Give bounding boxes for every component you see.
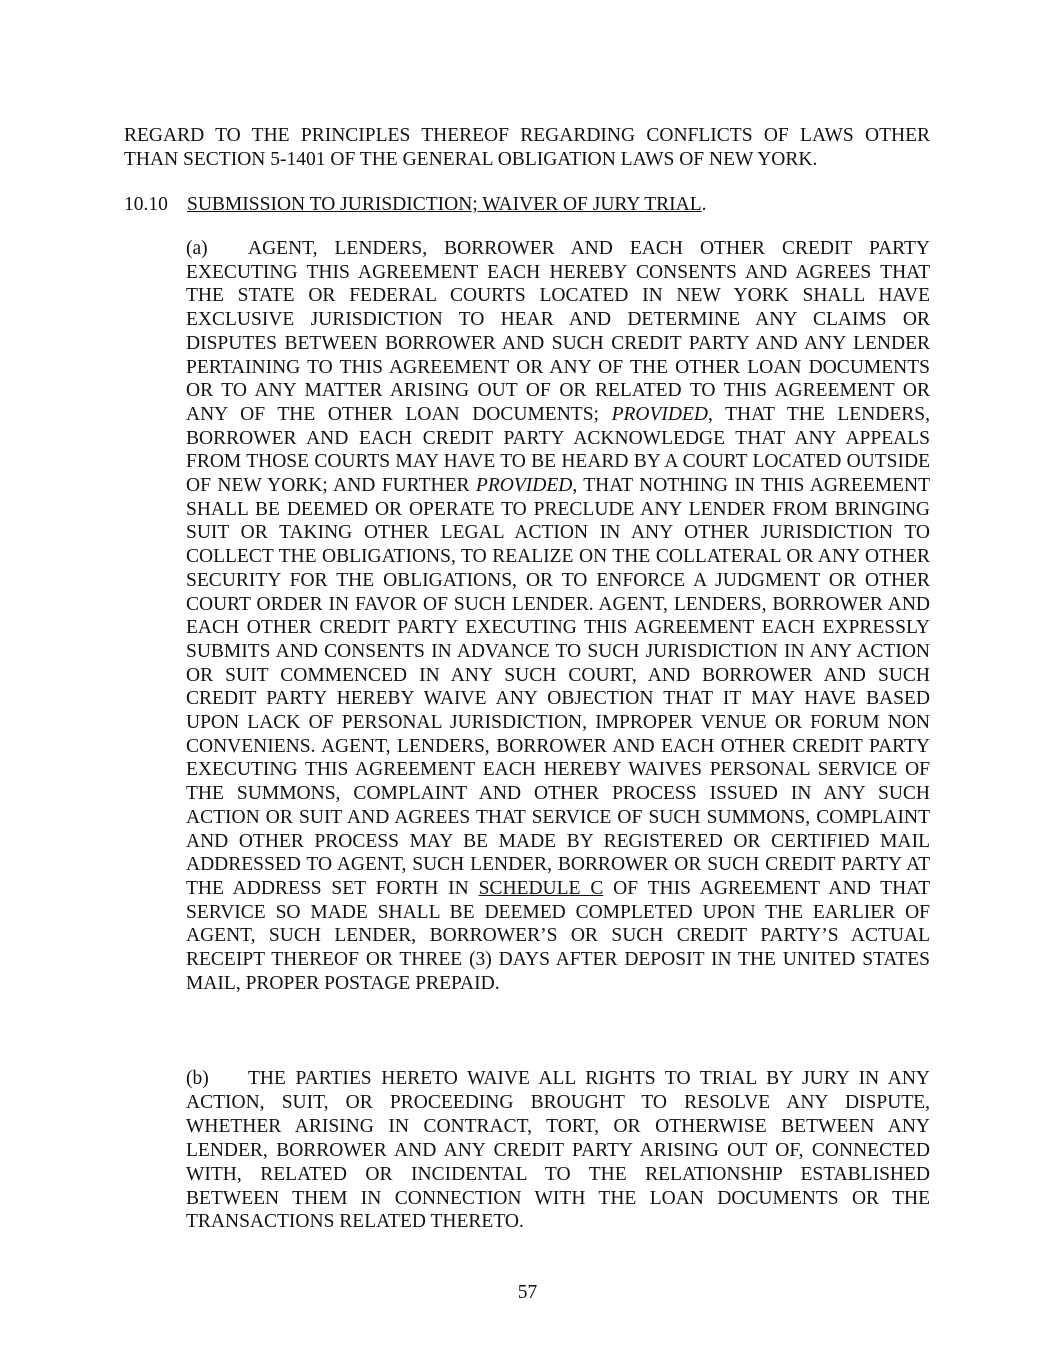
provided-term-1: PROVIDED — [611, 403, 708, 425]
paragraph-a-label: (a) — [186, 238, 208, 259]
provided-term-2: PROVIDED — [475, 475, 573, 497]
section-heading — [124, 193, 930, 217]
paragraph-b-text: THE PARTIES HERETO WAIVE ALL RIGHTS TO TRIAL BY JURY IN ANY ACTION, SUIT, OR PROCEEDING BROUGHT TO RESOLVE ANY DISPUTE, WHETHER ARISING IN CONTRACT, TORT, OR OTHERWISE BETWEEN ANY LENDER, BORROWER AND ANY CREDIT PARTY ARISING OUT OF, CONNECTED WITH, RELATED OR INCIDENTAL TO THE RELATIONSHIP ESTABLISHED BETWEEN THEM IN CONNECTION WITH THE LOAN DOCUMENTS OR THE TRANSACTIONS RELATED THERETO. — [186, 1068, 930, 1233]
paragraph-a-text-4: OF THIS AGREEMENT AND THAT SERVICE SO MADE SHALL BE DEEMED COMPLETED UPON THE EARLIER OF AGENT, SUCH LENDER, BORROWER’S OR SUCH CREDIT PARTY’S ACTUAL RECEIPT THEREOF OR THREE (3) DAYS AFTER DEPOSIT IN THE UNITED STATES MAIL, PROPER POSTAGE PREPAID. — [186, 877, 930, 994]
paragraph-a — [186, 237, 930, 996]
paragraph-b — [186, 1067, 930, 1234]
section-title: SUBMISSION TO JURISDICTION; WAIVER OF JURY TRIAL — [187, 194, 702, 215]
paragraph-b-label: (b) — [186, 1068, 209, 1089]
intro-paragraph: REGARD TO THE PRINCIPLES THEREOF REGARDING CONFLICTS OF LAWS OTHER THAN SECTION 5-1401 OF THE GENERAL OBLIGATION LAWS OF NEW YORK. — [124, 125, 930, 170]
section-title-period: . — [701, 194, 707, 215]
section-number: 10.10 — [124, 194, 168, 215]
paragraph-a-text-1: AGENT, LENDERS, BORROWER AND EACH OTHER CREDIT PARTY EXECUTING THIS AGREEMENT EACH HEREBY CONSENTS AND AGREES THAT THE STATE OR FEDERAL COURTS LOCATED IN NEW YORK SHALL HAVE EXCLUSIVE JURISDICTION TO HEAR AND DETERMINE ANY CLAIMS OR DISPUTES BETWEEN BORROWER AND SUCH CREDIT PARTY AND ANY LENDER PERTAINING TO THIS AGREEMENT OR ANY OF THE OTHER LOAN DOCUMENTS OR TO ANY MATTER ARISING OUT OF OR RELATED TO THIS AGREEMENT OR ANY OF THE OTHER LOAN DOCUMENTS; — [186, 238, 930, 425]
paragraph-a-text-2: , THAT THE LENDERS, BORROWER AND EACH CREDIT PARTY ACKNOWLEDGE THAT ANY APPEALS FROM THOSE COURTS MAY HAVE TO BE HEARD BY A COURT LOCATED OUTSIDE OF NEW YORK; AND FURTHER — [186, 403, 930, 497]
page-number: 57 — [517, 1282, 538, 1303]
schedule-c-reference: SCHEDULE C — [478, 877, 604, 899]
paragraph-a-text-3: , THAT NOTHING IN THIS AGREEMENT SHALL BE DEEMED OR OPERATE TO PRECLUDE ANY LENDER FROM BRINGING SUIT OR TAKING OTHER LEGAL ACTION IN ANY OTHER JURISDICTION TO COLLECT THE OBLIGATIONS, TO REALIZE ON THE COLLATERAL OR ANY OTHER SECURITY FOR THE OBLIGATIONS, OR TO ENFORCE A JUDGMENT OR OTHER COURT ORDER IN FAVOR OF SUCH LENDER. AGENT, LENDERS, BORROWER AND EACH OTHER CREDIT PARTY EXECUTING THIS AGREEMENT EACH EXPRESSLY SUBMITS AND CONSENTS IN ADVANCE TO SUCH JURISDICTION IN ANY ACTION OR SUIT COMMENCED IN ANY SUCH COURT, AND BORROWER AND SUCH CREDIT PARTY HEREBY WAIVE ANY OBJECTION THAT IT MAY HAVE BASED UPON LACK OF PERSONAL JURISDICTION, IMPROPER VENUE OR FORUM NON CONVENIENS. AGENT, LENDERS, BORROWER AND EACH OTHER CREDIT PARTY EXECUTING THIS AGREEMENT EACH HEREBY WAIVES PERSONAL SERVICE OF THE SUMMONS, COMPLAINT AND OTHER PROCESS ISSUED IN ANY SUCH ACTION OR SUIT AND AGREES THAT SERVICE OF SUCH SUMMONS, COMPLAINT AND OTHER PROCESS MAY BE MADE BY REGISTERED OR CERTIFIED MAIL ADDRESSED TO AGENT, SUCH LENDER, BORROWER OR SUCH CREDIT PARTY AT THE ADDRESS SET FORTH IN — [186, 475, 930, 899]
